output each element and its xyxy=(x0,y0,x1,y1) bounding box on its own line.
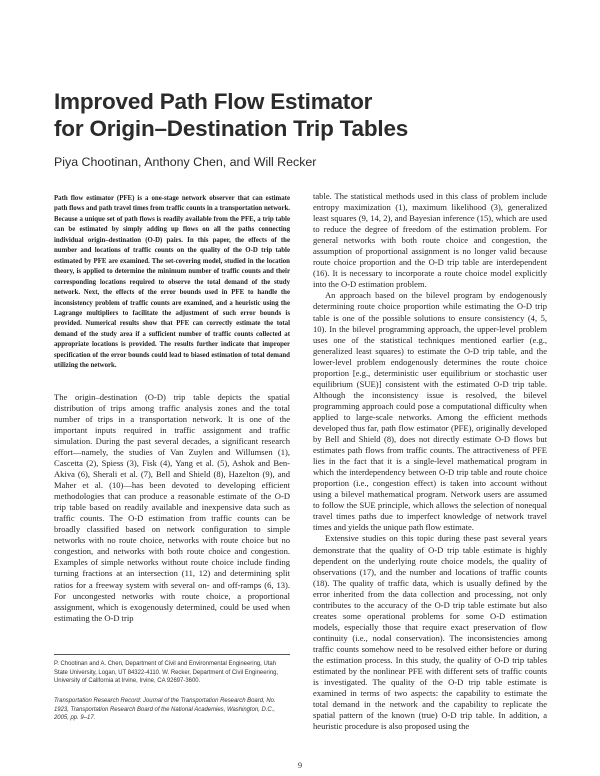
page-number: 9 xyxy=(297,760,303,770)
abstract: Path flow estimator (PFE) is a one-stage network observer that can estimate path flows and path travel times from traffic counts in a transportation network. Because a unique set of path flows is readily available from the PFE, a trip table can be estimated by simply adding up flows on all the paths connecting individual origin–destination (O-D) pairs. In this paper, the effects of the number and locations of traffic counts on the quality of the O-D trip table estimated by PFE are examined. The set-covering model, studied in the location theory, is applied to determine the minimum number of traffic counts and their corresponding locations required to observe the total demand of the study network. Next, the effects of the error bounds used in PFE to handle the inconsistency problem of traffic counts are examined, and a heuristic using the Lagrange multipliers to facilitate the adjustment of such error bounds is provided. Numerical results show that PFE can correctly estimate the total demand of the study area if a sufficient number of traffic counts collected at appropriate locations is provided. The results further indicate that improper specification of the error bounds could lead to biased estimation of total demand utilizing the network. xyxy=(54,195,290,370)
footnote-publication: Transportation Research Record: Journal of the Transportation Research Board, No. 1923, Transportation Research Board of the National Academies, Washington, D.C., 2005, pp. 9–17. xyxy=(54,698,276,722)
left-column xyxy=(54,194,290,624)
paper-title xyxy=(54,88,554,142)
author-list: Piya Chootinan, Anthony Chen, and Will Recker xyxy=(54,155,317,169)
footnote-affiliation: P. Chootinan and A. Chen, Department of Civil and Environmental Engineering, Utah State University, Logan, UT 84322-4110. W. Recker, Department of Civil Engineering, University of California at Irvine, Irvine, CA 92697-3600. xyxy=(54,661,279,685)
intro-paragraph: The origin–destination (O-D) trip table depicts the spatial distribution of trips among traffic analysis zones and the total number of trips in a transportation network. It is one of the important inputs required in traffic assignment and traffic simulation. During the past several decades, a significant research effort—namely, the studies of Van Zuylen and Willumsen (1), Cascetta (2), Spiess (3), Fisk (4), Yang et al. (5), Ashok and Ben-Akiva (6), Sherali et al. (7), Bell and Shield (8), Hazelton (9), and Maher et al. (10)—has been devoted to developing efficient methodologies that can produce a reasonable estimate of the O-D trip table based on readily available and inexpensive data such as traffic counts. The O-D estimation from traffic counts can be broadly classified based on network configuration to simple networks with no route choice, networks with route choice but no congestion, and networks with both route choice and congestion. Examples of simple networks without route choice include finding turning fractions at an intersection (11, 12) and determining split ratios for a freeway system with several on- and off-ramps (6, 13). For uncongested networks with route choice, a proportional assignment, which is exogenously determined, could be used when estimating the O-D trip xyxy=(54,391,290,623)
title-line-1: Improved Path Flow Estimator xyxy=(54,89,373,114)
body-paragraph-3: Extensive studies on this topic during these past several years demonstrate that the quality of O-D trip table estimate is highly dependent on the underlying route choice models, the quality of observations (17), and the number and locations of traffic counts (18). The quality of traffic data, which is usually defined by the error inherited from the data collection and processing, not only contributes to the accuracy of the O-D trip table estimate but also creates some operational problems for some O-D estimation models, especially those that require exact preservation of flow continuity (i.e., nodal conservation). The inconsistencies among traffic counts somehow need to be resolved either before or during the estimation process. In this study, the quality of O-D trip tables estimated by the nonlinear PFE with different sets of traffic counts is investigated. The quality of the O-D trip table estimate is examined in terms of two aspects: the capability to estimate the total demand in the network and the capability to replicate the spatial pattern of the known (true) O-D trip table. In addition, a heuristic procedure is also proposed using the xyxy=(313,533,547,732)
right-column xyxy=(313,191,547,732)
title-line-2: for Origin–Destination Trip Tables xyxy=(54,116,409,141)
body-paragraph-1: table. The statistical methods used in this class of problem include entropy maximization (1), maximum likelihood (3), generalized least squares (9, 14, 2), and Bayesian inference (15), which are used to reduce the degree of freedom of the estimation problem. For general networks with both route choice and congestion, the assumption of proportional assignment is no longer valid because route choice proportion and the O-D trip table are interdependent (16). It is necessary to incorporate a route choice model explicitly into the O-D estimation problem. xyxy=(313,191,547,290)
body-paragraph-2: An approach based on the bilevel program by endogenously determining route choice proportion while estimating the O-D trip table is one of the possible solutions to ensure consistency (4, 5, 10). In the bilevel programming approach, the upper-level problem uses one of the statistical techniques mentioned earlier (e.g., generalized least squares) to estimate the O-D trip table, and the lower-level problem endogenously determines the route choice proportion [e.g., deterministic user equilibrium or stochastic user equilibrium (SUE)] consistent with the estimated O-D trip table. Although the inconsistency issue is resolved, the bilevel programming approach could pose a computational difficulty when applied to large-scale networks. Among the efficient methods developed thus far, path flow estimator (PFE), originally developed by Bell and Shield (8), does not directly estimate O-D flows but estimates path flows from traffic counts. The attractiveness of PFE lies in the fact that it is a single-level mathematical program in which the interdependency between O-D trip table and route choice proportion (i.e., congestion effect) is taken into account without using a bilevel mathematical program. Network users are assumed to follow the SUE principle, which allows the selection of nonequal travel times paths due to imperfect knowledge of network travel times and yields the unique path flow estimate. xyxy=(313,290,547,533)
footnote-rule xyxy=(54,654,290,655)
